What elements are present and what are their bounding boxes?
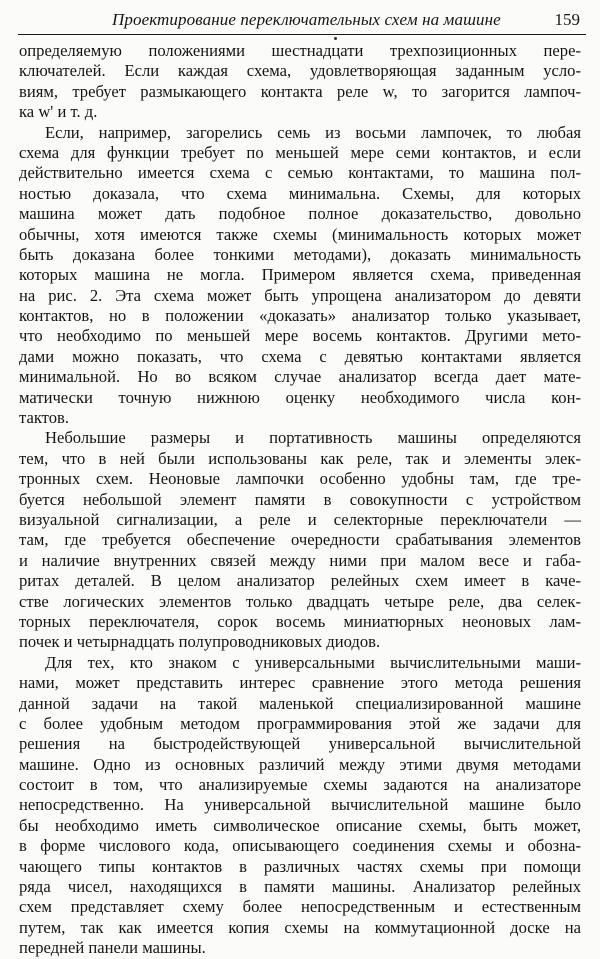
text-line: ряда чисел, находящихся в памяти машины. Анализатор релейных	[19, 877, 581, 897]
text-line: решения на быстродействующей универсальной вычислительной	[19, 734, 581, 754]
text-line: ритах деталей. В целом анализатор релейных схем имеет в каче-	[19, 571, 581, 591]
text-line: почек и четырнадцать полупроводниковых диодов.	[19, 632, 381, 652]
text-line: действительно имеется схема с семью контактами, то машина пол-	[19, 163, 581, 183]
text-line: контактов, но в положении «доказать» анализатор только указывает,	[19, 306, 581, 326]
paragraph	[19, 123, 581, 429]
text-line: Небольшие размеры и портативность машины определяются	[45, 428, 581, 448]
text-line: которых машина не могла. Примером является схема, приведенная	[19, 265, 581, 285]
text-line: что необходимо по меньшей мере восемь контактов. Другими мето-	[19, 326, 581, 346]
text-line: виям, требует размыкающего контакта реле w, то загорится лампоч-	[19, 81, 581, 101]
running-title: Проектирование переключательных схем на машине	[112, 10, 501, 29]
text-line: обычны, хотя имеются также схемы (минимальность которых может	[19, 224, 581, 244]
text-line: Для тех, кто знаком с универсальными вычислительными маши-	[45, 652, 581, 672]
text-line: буется небольшой элемент памяти в совокупности с устройством	[19, 489, 581, 509]
text-line: машине. Одно из основных различий между этими двумя методами	[19, 754, 581, 774]
text-line: тактов.	[19, 408, 69, 428]
text-line: Если, например, загорелись семь из восьми лампочек, то любая	[45, 122, 581, 142]
text-line: непосредственно. На универсальной вычислительной машине было	[19, 795, 581, 815]
text-line: бы необходимо иметь символическое описание схемы, быть может,	[19, 815, 581, 835]
text-line: ка w' и т. д.	[19, 102, 98, 122]
page-number: 159	[554, 10, 580, 29]
text-line: стве логических элементов только двадцать четыре реле, два селек-	[19, 591, 581, 611]
text-line: тем, что в ней были использованы как реле, так и элементы элек-	[19, 448, 581, 468]
text-line: ностью доказала, что схема минимальна. Схемы, для которых	[19, 183, 581, 203]
text-line: там, где требуется обеспечение очередности срабатывания элементов	[19, 530, 581, 550]
text-line: дами можно показать, что схема с девятью контактами является	[19, 346, 581, 366]
text-line: торных переключателя, сорок восемь миниатюрных неоновых лам-	[19, 611, 581, 631]
text-line: данной задачи на такой маленькой специализированной машине	[19, 693, 581, 713]
text-line: схем представляет схему более непосредственным и естественным	[19, 897, 581, 917]
text-line: путем, так как имеется копия схемы на коммутационной доске на	[19, 917, 581, 937]
text-line: нами, может представить интерес сравнение этого метода решения	[19, 673, 581, 693]
paragraph	[19, 653, 581, 959]
text-line: на рис. 2. Эта схема может быть упрощена анализатором до девяти	[19, 285, 581, 305]
text-line: состоит в том, что анализируемые схемы задаются на анализаторе	[19, 775, 581, 795]
text-line: матически точную нижнюю оценку необходимого числа кон-	[19, 387, 581, 407]
running-header	[18, 4, 586, 34]
text-line: быть доказана более тонкими методами), доказать минимальность	[19, 244, 581, 264]
print-speck	[334, 37, 337, 40]
paragraph	[19, 41, 581, 123]
text-line: в форме числового кода, описывающего соединения схемы и обозна-	[19, 836, 581, 856]
text-line: визуальной сигнализации, а реле и селекторные переключатели —	[19, 509, 581, 529]
text-line: и наличие внутренних связей между ними при малом весе и габа-	[19, 550, 581, 570]
text-line: чающего типы контактов в различных частях схемы при помощи	[19, 856, 581, 876]
text-line: определяемую положениями шестнадцати трехпозиционных пере-	[19, 41, 581, 60]
header-rule	[18, 34, 586, 35]
text-line: схема для функции требует по меньшей мере семи контактов, и если	[19, 142, 581, 162]
text-line: машина может дать подобное полное доказательство, довольно	[19, 204, 581, 224]
text-line: минимальной. Но во всяком случае анализатор всегда дает мате-	[19, 367, 581, 387]
text-line: тронных схем. Неоновые лампочки особенно удобны там, где тре-	[19, 469, 581, 489]
text-line: ключателей. Если каждая схема, удовлетворяющая заданным усло-	[19, 61, 581, 81]
text-line: передней панели машины.	[19, 938, 206, 958]
text-line: с более удобным методом программирования этой же задачи для	[19, 713, 581, 733]
body-text	[19, 41, 581, 959]
paragraph	[19, 428, 581, 652]
